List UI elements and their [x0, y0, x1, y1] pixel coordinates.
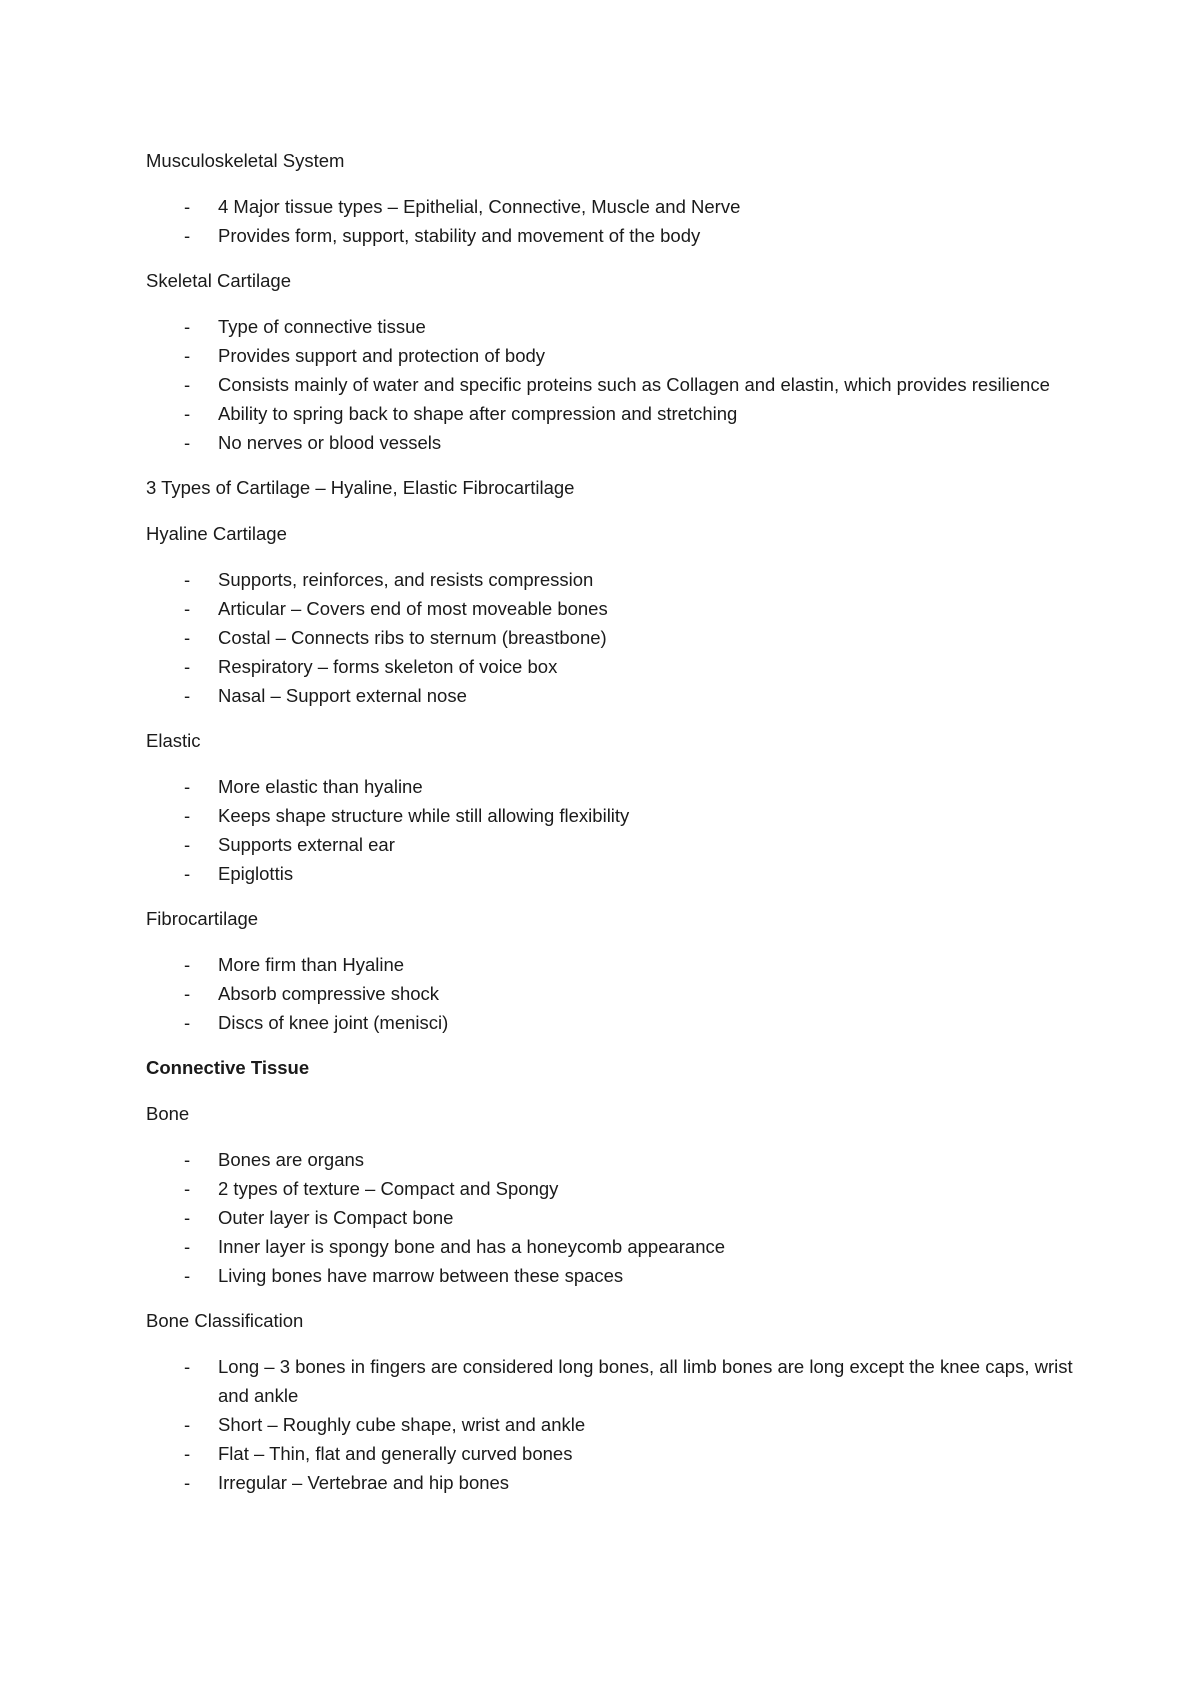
list-item	[146, 1174, 1076, 1203]
list-item	[146, 1439, 1076, 1468]
list-item-text: Keeps shape structure while still allowing flexibility	[218, 805, 630, 826]
list-item-text: Discs of knee joint (menisci)	[218, 1012, 449, 1033]
section-heading: Fibrocartilage	[146, 908, 259, 929]
list-item-text: Epiglottis	[218, 863, 294, 884]
list-item	[146, 594, 1076, 623]
list-item	[146, 1203, 1076, 1232]
bullet-marker: -	[184, 1207, 191, 1228]
list-item	[146, 1468, 1076, 1497]
bullet-marker: -	[184, 569, 191, 590]
section-heading: Bone	[146, 1103, 190, 1124]
section-heading: Skeletal Cartilage	[146, 270, 291, 291]
section-heading: Elastic	[146, 730, 201, 751]
bullet-list	[146, 312, 1076, 457]
list-item-text: No nerves or blood vessels	[218, 432, 442, 453]
list-item-text: Supports external ear	[218, 834, 395, 855]
list-item	[146, 801, 1076, 830]
list-item	[146, 1145, 1076, 1174]
bullet-marker: -	[184, 1443, 191, 1464]
list-item-text: Irregular – Vertebrae and hip bones	[218, 1472, 510, 1493]
list-item-text: Respiratory – forms skeleton of voice box	[218, 656, 558, 677]
list-item	[146, 830, 1076, 859]
list-item	[146, 565, 1076, 594]
bullet-marker: -	[184, 1356, 191, 1377]
list-item-text: Type of connective tissue	[218, 316, 426, 337]
list-item	[146, 950, 1076, 979]
bullet-marker: -	[184, 685, 191, 706]
list-item	[146, 221, 1076, 250]
list-item	[146, 772, 1076, 801]
list-item-text: Absorb compressive shock	[218, 983, 440, 1004]
bullet-marker: -	[184, 983, 191, 1004]
list-item	[146, 1261, 1076, 1290]
list-item-text: Inner layer is spongy bone and has a honeycomb appearance	[218, 1236, 726, 1257]
list-item	[146, 312, 1076, 341]
list-item-text: Ability to spring back to shape after compression and stretching	[218, 403, 738, 424]
list-item	[146, 1410, 1076, 1439]
list-item-text: Consists mainly of water and specific proteins such as Collagen and elastin, which provides resilience	[218, 374, 1050, 395]
list-item-text: Costal – Connects ribs to sternum (breastbone)	[218, 627, 607, 648]
bullet-list	[146, 192, 1076, 250]
bullet-marker: -	[184, 403, 191, 424]
list-item	[146, 399, 1076, 428]
bullet-marker: -	[184, 805, 191, 826]
bullet-list	[146, 1145, 1076, 1290]
bullet-list	[146, 772, 1076, 888]
list-item-text: Articular – Covers end of most moveable bones	[218, 598, 608, 619]
bullet-marker: -	[184, 225, 191, 246]
list-item-text: Living bones have marrow between these spaces	[218, 1265, 624, 1286]
list-item	[146, 681, 1076, 710]
list-item-text: More elastic than hyaline	[218, 776, 423, 797]
list-item	[146, 623, 1076, 652]
bullet-marker: -	[184, 432, 191, 453]
bullet-marker: -	[184, 374, 191, 395]
bullet-marker: -	[184, 1236, 191, 1257]
section-heading: Connective Tissue	[146, 1057, 310, 1078]
list-item	[146, 370, 1076, 399]
bullet-marker: -	[184, 656, 191, 677]
bullet-marker: -	[184, 627, 191, 648]
list-item	[146, 341, 1076, 370]
list-item	[146, 1352, 1076, 1410]
list-item-text: Flat – Thin, flat and generally curved bones	[218, 1443, 573, 1464]
bullet-marker: -	[184, 1149, 191, 1170]
list-item-text: Provides support and protection of body	[218, 345, 546, 366]
bullet-list	[146, 1352, 1076, 1497]
list-item	[146, 428, 1076, 457]
bullet-marker: -	[184, 1178, 191, 1199]
list-item-text: 4 Major tissue types – Epithelial, Connective, Muscle and Nerve	[218, 196, 741, 217]
list-item	[146, 859, 1076, 888]
bullet-list	[146, 950, 1076, 1037]
list-item-text: 2 types of texture – Compact and Spongy	[218, 1178, 559, 1199]
list-item-text: Short – Roughly cube shape, wrist and ankle	[218, 1414, 586, 1435]
list-item-text: Provides form, support, stability and movement of the body	[218, 225, 701, 246]
bullet-marker: -	[184, 834, 191, 855]
bullet-marker: -	[184, 345, 191, 366]
section-heading: Bone Classification	[146, 1310, 304, 1331]
list-item	[146, 1008, 1076, 1037]
bullet-marker: -	[184, 776, 191, 797]
list-item	[146, 652, 1076, 681]
bullet-marker: -	[184, 1414, 191, 1435]
bullet-marker: -	[184, 954, 191, 975]
bullet-marker: -	[184, 863, 191, 884]
list-item-text: Nasal – Support external nose	[218, 685, 467, 706]
bullet-marker: -	[184, 598, 191, 619]
bullet-marker: -	[184, 1472, 191, 1493]
list-item	[146, 979, 1076, 1008]
bullet-marker: -	[184, 1265, 191, 1286]
bullet-marker: -	[184, 196, 191, 217]
bullet-marker: -	[184, 316, 191, 337]
list-item-text: Long – 3 bones in fingers are considered long bones, all limb bones are long except the knee caps, wrist and ankle	[218, 1356, 1073, 1406]
section-heading: 3 Types of Cartilage – Hyaline, Elastic Fibrocartilage	[146, 477, 575, 498]
section-heading: Hyaline Cartilage	[146, 523, 287, 544]
list-item-text: Outer layer is Compact bone	[218, 1207, 454, 1228]
bullet-marker: -	[184, 1012, 191, 1033]
list-item	[146, 192, 1076, 221]
bullet-list	[146, 565, 1076, 710]
list-item-text: Supports, reinforces, and resists compression	[218, 569, 594, 590]
document-body	[146, 146, 1076, 1513]
list-item-text: More firm than Hyaline	[218, 954, 405, 975]
section-heading: Musculoskeletal System	[146, 150, 345, 171]
list-item-text: Bones are organs	[218, 1149, 365, 1170]
list-item	[146, 1232, 1076, 1261]
